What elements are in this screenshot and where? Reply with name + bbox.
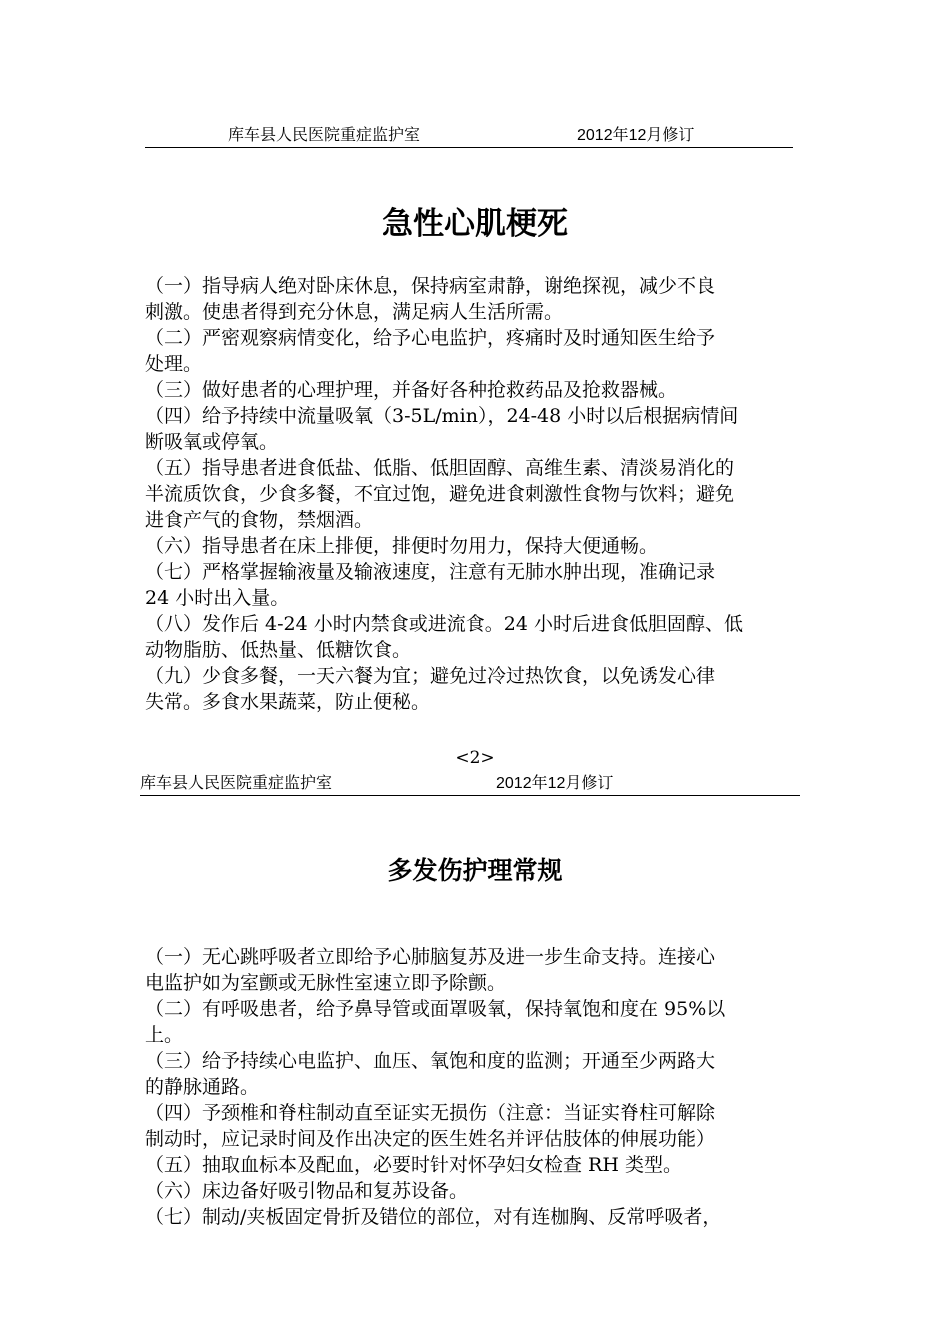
- care-item-line: （四）给予持续中流量吸氧（3-5L/min），24-48 小时以后根据病情间: [145, 405, 739, 427]
- care-item-line: （七）制动/夹板固定骨折及错位的部位，对有连枷胸、反常呼吸者，: [145, 1206, 722, 1228]
- care-item: [145, 455, 815, 533]
- care-item-line: （六）床边备好吸引物品和复苏设备。: [145, 1180, 469, 1202]
- care-item-line: 动物脂肪、低热量、低糖饮食。: [145, 639, 412, 661]
- care-item: [145, 1178, 815, 1204]
- care-item-line: （二）有呼吸患者，给予鼻导管或面罩吸氧，保持氧饱和度在 95%以: [145, 998, 726, 1020]
- care-item: [145, 533, 815, 559]
- care-item: [145, 944, 815, 996]
- section-title: 急性心肌梗死: [382, 206, 568, 242]
- care-item-line: 24 小时出入量。: [145, 587, 290, 609]
- care-item-line: 半流质饮食，少食多餐，不宜过饱，避免进食刺激性食物与饮料；避免: [145, 483, 735, 505]
- header-hospital-name: 库车县人民医院重症监护室: [140, 773, 333, 792]
- care-item: [145, 1204, 815, 1230]
- care-item-line: 的静脉通路。: [145, 1076, 260, 1098]
- care-item-line: （三）做好患者的心理护理，并备好各种抢救药品及抢救器械。: [145, 379, 678, 401]
- care-item: [145, 1048, 815, 1100]
- care-item-line: （一）指导病人绝对卧床休息，保持病室肃静，谢绝探视，减少不良: [145, 275, 716, 297]
- care-item: [145, 1100, 815, 1152]
- header-hospital-name: 库车县人民医院重症监护室: [228, 125, 421, 144]
- header-revision-date: 2012年12月修订: [496, 773, 614, 792]
- care-item-line: 处理。: [145, 353, 203, 375]
- care-item-line: 刺激。使患者得到充分休息，满足病人生活所需。: [145, 301, 564, 323]
- care-item-line: （三）给予持续心电监护、血压、氧饱和度的监测；开通至少两路大: [145, 1050, 716, 1072]
- care-item-line: （一）无心跳呼吸者立即给予心肺脑复苏及进一步生命支持。连接心: [145, 946, 716, 968]
- care-item-line: 电监护如为室颤或无脉性室速立即予除颤。: [145, 972, 507, 994]
- section-title: 多发伤护理常规: [387, 856, 563, 885]
- page-number: <2>: [455, 748, 495, 768]
- page-header: [140, 773, 800, 796]
- care-item-line: （八）发作后 4-24 小时内禁食或进流食。24 小时后进食低胆固醇、低: [145, 613, 743, 635]
- care-item-line: 上。: [145, 1024, 184, 1046]
- care-item-line: （五）抽取血标本及配血，必要时针对怀孕妇女检查 RH 类型。: [145, 1154, 682, 1176]
- care-item-line: 进食产气的食物，禁烟酒。: [145, 509, 374, 531]
- care-item: [145, 377, 815, 403]
- care-item-line: （四）予颈椎和脊柱制动直至证实无损伤（注意：当证实脊柱可解除: [145, 1102, 716, 1124]
- care-item-line: 断吸氧或停氧。: [145, 431, 279, 453]
- care-item-line: 制动时，应记录时间及作出决定的医生姓名并评估肢体的伸展功能）: [145, 1128, 716, 1150]
- care-item: [145, 1152, 815, 1178]
- care-item: [145, 325, 815, 377]
- page-header: [145, 125, 793, 148]
- care-item: [145, 403, 815, 455]
- section-body: [145, 944, 815, 1230]
- care-item-line: （七）严格掌握输液量及输液速度，注意有无肺水肿出现，准确记录: [145, 561, 716, 583]
- care-item: [145, 559, 815, 611]
- section-body: [145, 273, 815, 715]
- care-item-line: （六）指导患者在床上排便，排便时勿用力，保持大便通畅。: [145, 535, 659, 557]
- care-item: [145, 996, 815, 1048]
- care-item: [145, 663, 815, 715]
- care-item-line: 失常。多食水果蔬菜，防止便秘。: [145, 691, 431, 713]
- header-revision-date: 2012年12月修订: [577, 125, 695, 144]
- care-item-line: （二）严密观察病情变化，给予心电监护，疼痛时及时通知医生给予: [145, 327, 716, 349]
- care-item-line: （五）指导患者进食低盐、低脂、低胆固醇、高维生素、清淡易消化的: [145, 457, 735, 479]
- care-item: [145, 611, 815, 663]
- care-item: [145, 273, 815, 325]
- care-item-line: （九）少食多餐，一天六餐为宜；避免过冷过热饮食，以免诱发心律: [145, 665, 716, 687]
